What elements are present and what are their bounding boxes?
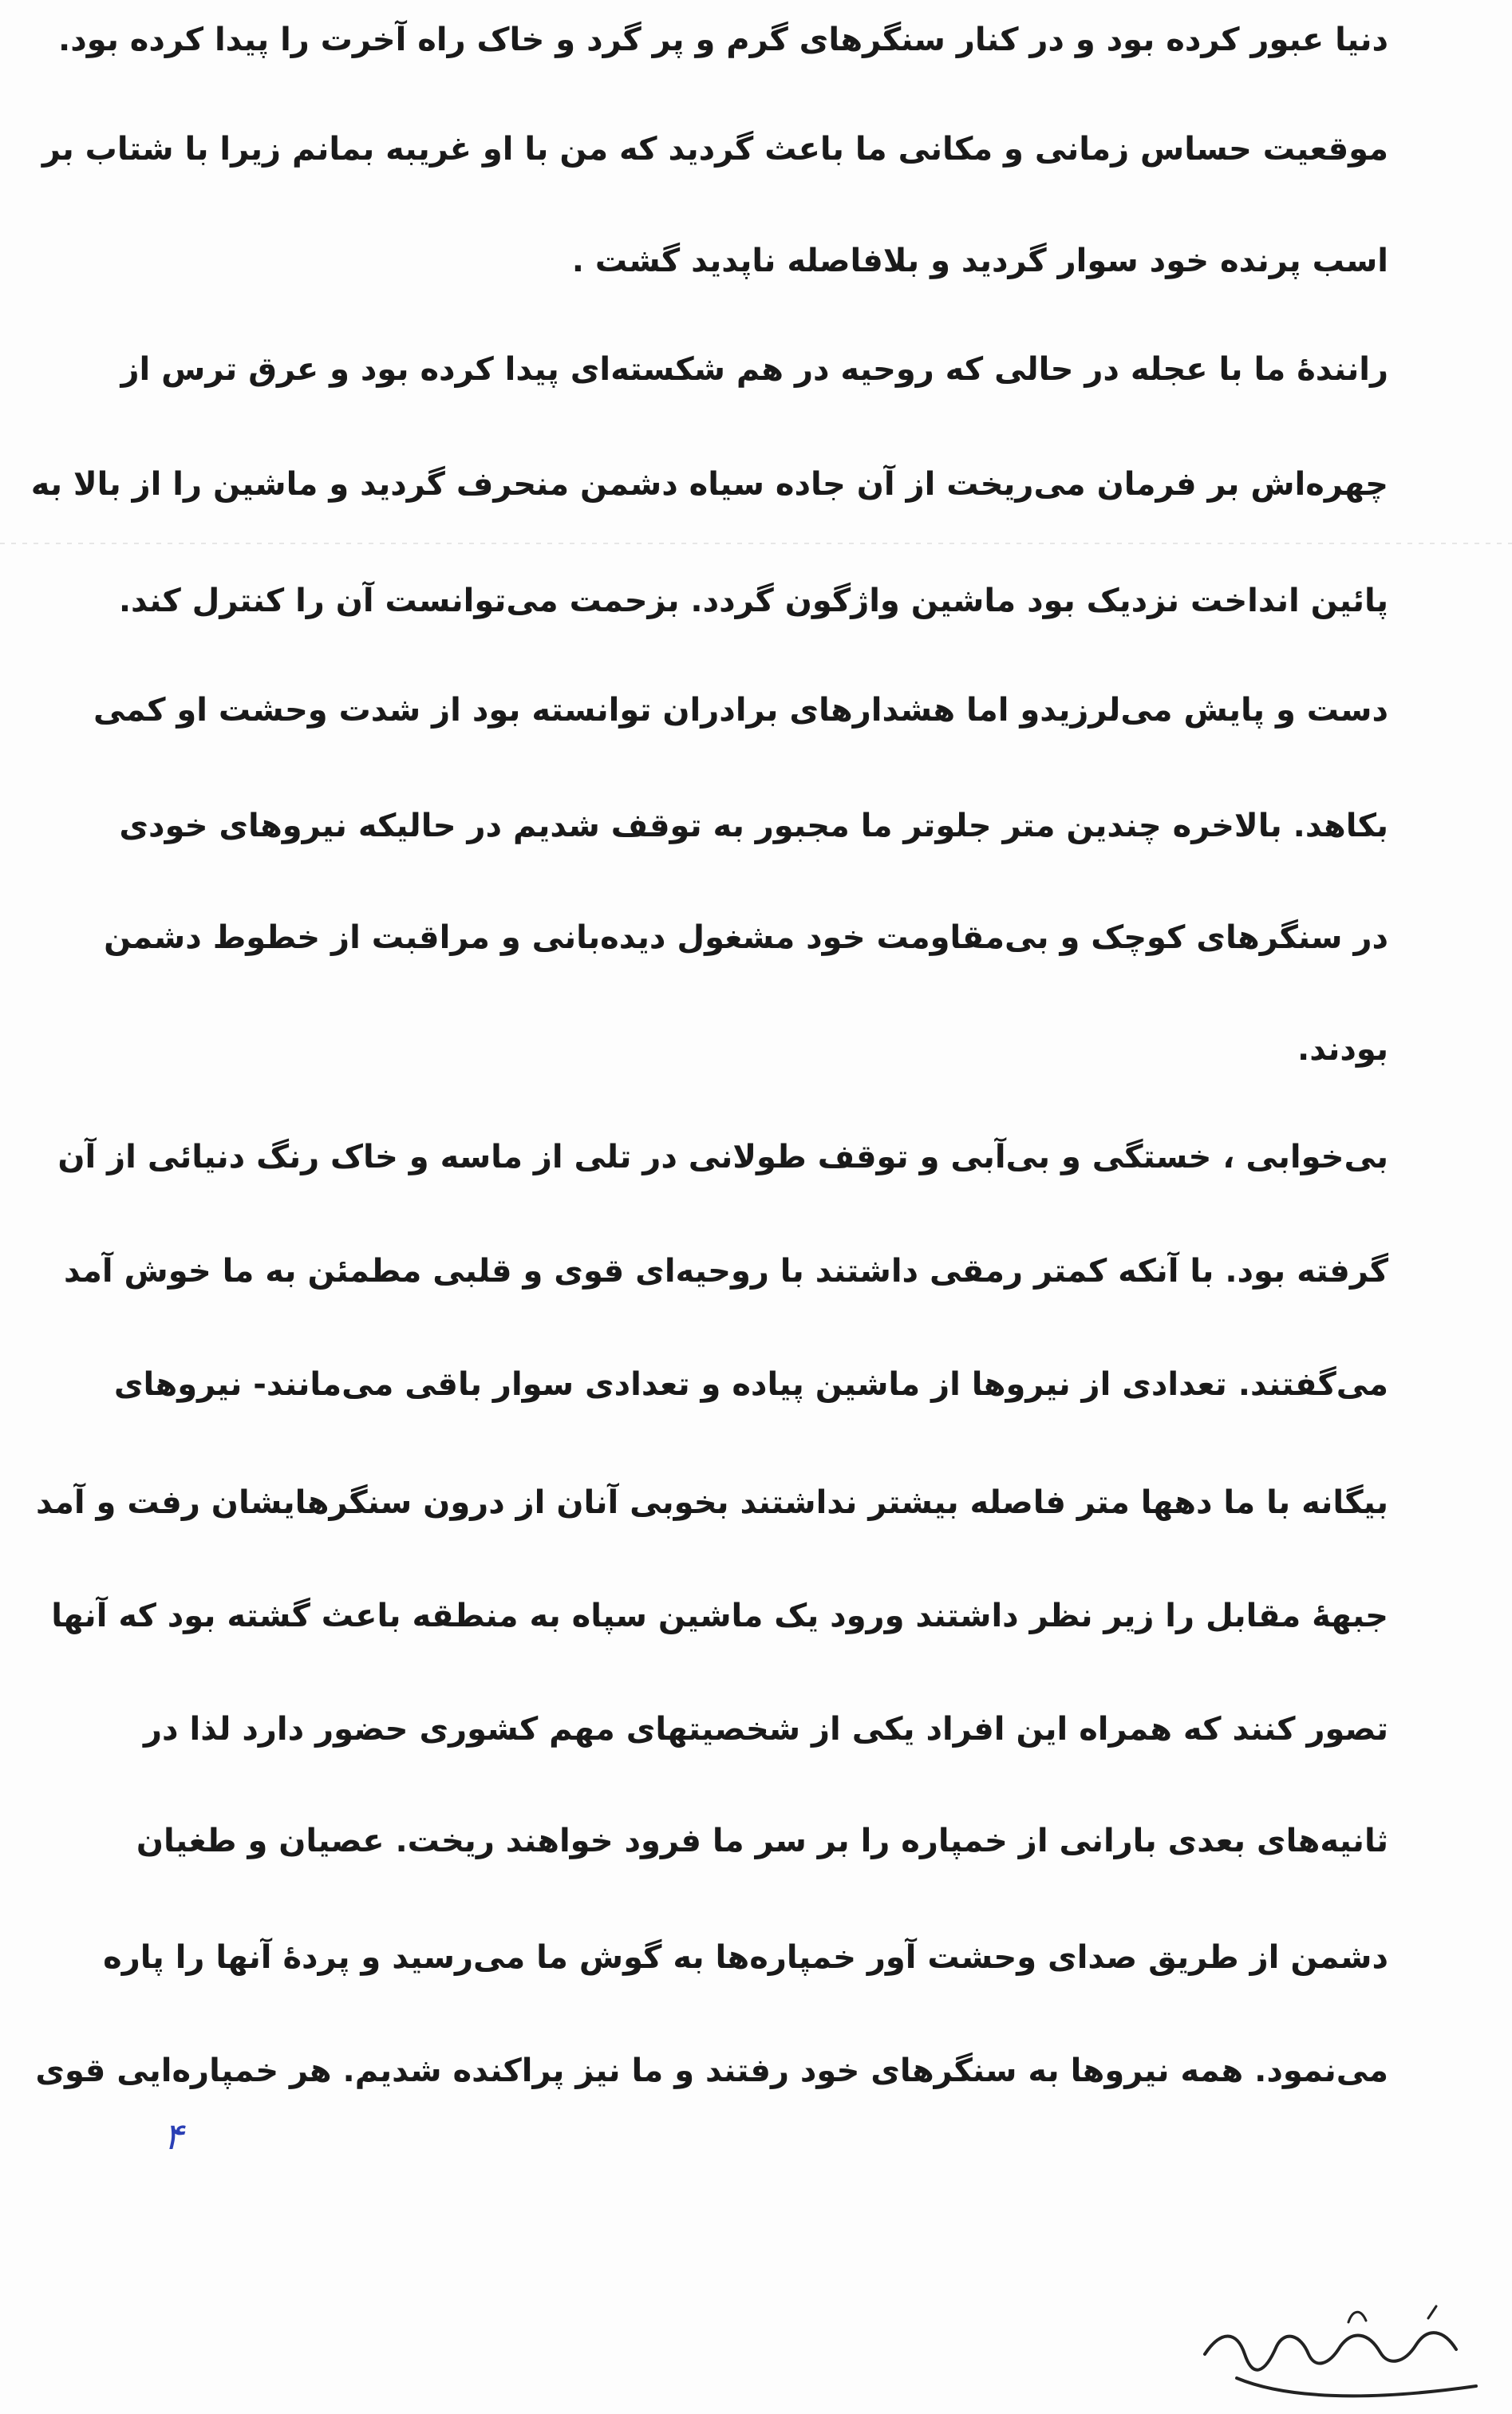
text-line: موقعیت حساس زمانی و مکانی ما باعث گردید که من با او غریبه بمانم زیرا با شتاب بر [41, 131, 1388, 168]
text-line: بکاهد. بالاخره چندین متر جلوتر ما مجبور به توقف شدیم در حالیکه نیروهای خودی [119, 808, 1388, 844]
text-line: می‌نمود. همه نیروها به سنگرهای خود رفتند و ما نیز پراکنده شدیم. هر خمپاره‌ایی قوی [35, 2052, 1388, 2089]
text-line: تصور کنند که همراه این افراد یکی از شخصیتهای مهم کشوری حضور دارد لذا در [144, 1711, 1388, 1748]
text-line: می‌گفتند. تعدادی از نیروها از ماشین پیاده و تعدادی سوار باقی می‌مانند- نیروهای [113, 1366, 1388, 1403]
text-line: چهره‌اش بر فرمان می‌ریخت از آن جاده سیاه دشمن منحرف گردید و ماشین را از بالا به [30, 466, 1388, 503]
text-line: دشمن از طریق صدای وحشت آور خمپاره‌ها به گوش ما می‌رسید و پردهٔ آنها را پاره [103, 1939, 1388, 1976]
text-line: اسب پرنده خود سوار گردید و بلافاصله ناپدید گشت . [571, 243, 1388, 279]
text-line: دنیا عبور کرده بود و در کنار سنگرهای گرم و پر گرد و خاک راه آخرت را پیدا کرده بود. [58, 22, 1388, 58]
page-number: ۴ [164, 2115, 184, 2158]
text-line: دست و پایش می‌لرزیدو اما هشدارهای برادران توانسته بود از شدت وحشت او کمی [93, 692, 1388, 729]
handwritten-signature [1189, 2298, 1500, 2410]
text-line: جبههٔ مقابل را زیر نظر داشتند ورود یک ماشین سپاه به منطقه باعث گشته بود که آنها [51, 1598, 1388, 1634]
text-line: بیگانه با ما دهها متر فاصله بیشتر نداشتند بخوبی آنان از درون سنگرهایشان رفت و آمد [36, 1484, 1388, 1521]
text-line: گرفته بود. با آنکه کمتر رمقی داشتند با روحیه‌ای قوی و قلبی مطمئن به ما خوش آمد [64, 1253, 1388, 1290]
text-line: بی‌خوابی ، خستگی و بی‌آبی و توقف طولانی در تلی از ماسه و خاک رنگ دنیائی از آن [57, 1139, 1388, 1175]
scan-artifact-line [0, 543, 1512, 544]
text-line: ثانیه‌های بعدی بارانی از خمپاره را بر سر ما فرود خواهند ریخت. عصیان و طغیان [136, 1823, 1388, 1859]
text-line: رانندهٔ ما با عجله در حالی که روحیه در هم شکسته‌ای پیدا کرده بود و عرق ترس از [120, 351, 1388, 388]
text-line: پائین انداخت نزدیک بود ماشین واژگون گردد. بزحمت می‌توانست آن را کنترل کند. [118, 583, 1388, 619]
text-line: بودند. [1297, 1031, 1388, 1068]
text-line: در سنگرهای کوچک و بی‌مقاومت خود مشغول دیده‌بانی و مراقبت از خطوط دشمن [104, 919, 1388, 956]
